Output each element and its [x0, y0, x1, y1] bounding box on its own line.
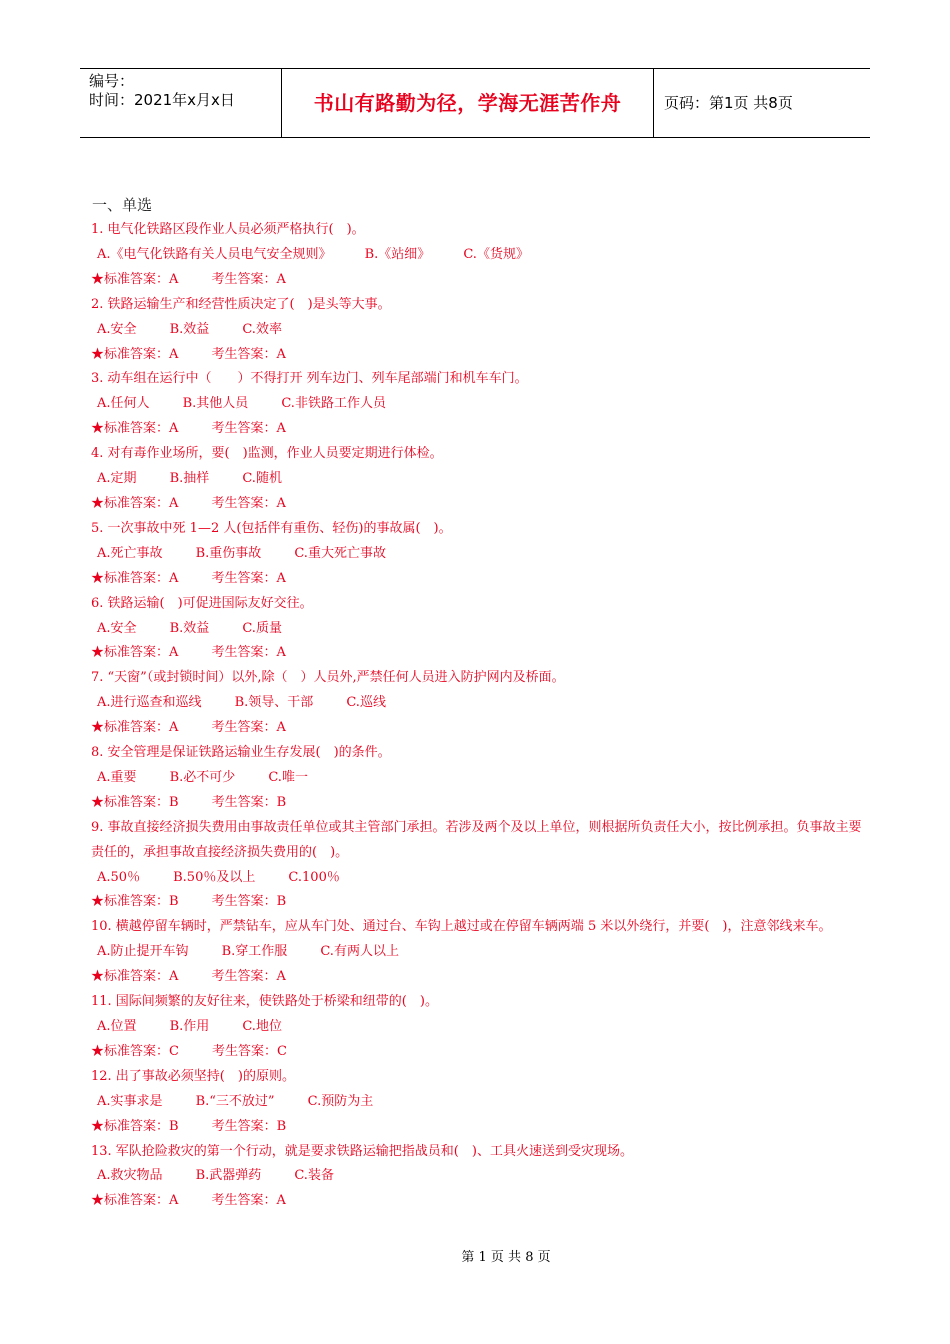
star-icon: ★ [91, 570, 105, 586]
header-motto: 书山有路勤为径，学海无涯苦作舟 [282, 69, 654, 137]
page-footer: 第 1 页 共 8 页 [461, 1250, 551, 1265]
answer-line [91, 965, 871, 990]
header-meta [80, 69, 282, 137]
star-icon: ★ [91, 421, 105, 437]
question-text: 9. 事故直接经济损失费用由事故责任单位或其主管部门承担。若涉及两个及以上单位，则根据所负责任大小，按比例承担。负事故主要责任的，承担事故直接经济损失费用的( )。 [91, 819, 862, 860]
answer-text: 标准答案：A 考生答案：A [104, 570, 286, 586]
question-item [91, 367, 871, 442]
answer-line [91, 1115, 871, 1140]
star-icon: ★ [91, 346, 105, 362]
question-options: A.救灾物品 B.武器弹药 C.装备 [97, 1168, 334, 1184]
star-icon: ★ [91, 1118, 105, 1134]
answer-line [91, 1189, 871, 1214]
question-options: A.任何人 B.其他人员 C.非铁路工作人员 [97, 396, 386, 412]
answer-line [91, 890, 871, 915]
answer-line [91, 791, 871, 816]
answer-text: 标准答案：B 考生答案：B [104, 894, 287, 910]
question-item [91, 666, 871, 741]
star-icon: ★ [91, 1193, 105, 1209]
star-icon: ★ [91, 271, 105, 287]
answer-line [91, 567, 871, 592]
answer-line [91, 1040, 871, 1065]
star-icon: ★ [91, 495, 105, 511]
question-options: A.50％ B.50％及以上 C.100％ [97, 869, 340, 885]
document-body [91, 193, 871, 1214]
question-text: 13. 军队抢险救灾的第一个行动，就是要求铁路运输把指战员和( )、工具火速送到受灾现场。 [91, 1143, 633, 1159]
number-label: 编号： [89, 72, 135, 90]
question-text: 3. 动车组在运行中（ ）不得打开 列车边门、列车尾部端门和机车车门。 [91, 371, 528, 387]
question-text: 1. 电气化铁路区段作业人员必须严格执行( )。 [91, 222, 365, 237]
question-item [91, 1065, 871, 1140]
question-text: 6. 铁路运输( )可促进国际友好交往。 [91, 595, 313, 611]
star-icon: ★ [91, 1043, 105, 1059]
question-options: A.位置 B.作用 C.地位 [97, 1019, 282, 1034]
answer-text: 标准答案：A 考生答案：A [104, 1193, 286, 1209]
answer-text: 标准答案：A 考生答案：A [104, 271, 286, 287]
page-header [80, 68, 870, 138]
question-item [91, 990, 871, 1065]
question-item [91, 1140, 871, 1215]
section-title: 一、单选 [92, 196, 153, 214]
answer-line [91, 343, 871, 368]
question-item [91, 218, 871, 293]
question-options: A.死亡事故 B.重伤事故 C.重大死亡事故 [97, 545, 386, 561]
question-item [91, 741, 871, 816]
question-text: 7. “天窗”（或封锁时间）以外,除（ ）人员外,严禁任何人员进入防护网内及桥面。 [91, 670, 565, 686]
question-options: A.进行巡查和巡线 B.领导、干部 C.巡线 [97, 695, 386, 711]
star-icon: ★ [91, 794, 105, 810]
question-item [91, 517, 871, 592]
question-item [91, 293, 871, 368]
question-text: 4. 对有毒作业场所，要( )监测，作业人员要定期进行体检。 [91, 446, 443, 462]
question-options: A.重要 B.必不可少 C.唯一 [97, 769, 308, 785]
question-item [91, 592, 871, 667]
answer-text: 标准答案：A 考生答案：A [104, 495, 286, 511]
question-options: A.《电气化铁路有关人员电气安全规则》 B.《站细》 C.《货规》 [97, 246, 529, 262]
question-text: 12. 出了事故必须坚持( )的原则。 [91, 1068, 295, 1084]
answer-line [91, 268, 871, 293]
question-text: 10. 横越停留车辆时，严禁钻车，应从车门处、通过台、车钩上越过或在停留车辆两端 5 米以外绕行，并要( )，注意邻线来车。 [91, 919, 832, 935]
question-options: A.安全 B.效益 C.效率 [97, 321, 282, 337]
star-icon: ★ [91, 645, 105, 661]
question-text: 11. 国际间频繁的友好往来，使铁路处于桥梁和纽带的( )。 [91, 994, 438, 1010]
question-options: A.防止提开车钩 B.穿工作服 C.有两人以上 [97, 944, 399, 960]
question-list [91, 218, 871, 1214]
header-page-info: 页码：第1页 共8页 [664, 94, 793, 112]
answer-text: 标准答案：A 考生答案：A [104, 645, 286, 661]
question-options: A.定期 B.抽样 C.随机 [97, 471, 282, 487]
question-text: 8. 安全管理是保证铁路运输业生存发展( )的条件。 [91, 745, 391, 761]
answer-line [91, 716, 871, 741]
answer-line [91, 492, 871, 517]
answer-text: 标准答案：B 考生答案：B [104, 1118, 287, 1134]
star-icon: ★ [91, 720, 105, 736]
answer-text: 标准答案：A 考生答案：A [104, 720, 286, 736]
star-icon: ★ [91, 969, 105, 985]
question-options: A.安全 B.效益 C.质量 [97, 620, 282, 636]
star-icon: ★ [91, 894, 105, 910]
question-text: 5. 一次事故中死 1—2 人(包括伴有重伤、轻伤)的事故属( )。 [91, 520, 452, 536]
question-options: A.实事求是 B.“三不放过” C.预防为主 [97, 1093, 374, 1109]
answer-text: 标准答案：B 考生答案：B [104, 794, 287, 810]
question-item [91, 442, 871, 517]
answer-line [91, 641, 871, 666]
answer-text: 标准答案：C 考生答案：C [104, 1043, 287, 1059]
answer-line [91, 417, 871, 442]
date-line: 时间：2021年x月x日 [89, 91, 235, 109]
question-text: 2. 铁路运输生产和经营性质决定了( )是头等大事。 [91, 296, 391, 312]
answer-text: 标准答案：A 考生答案：A [104, 346, 286, 362]
answer-text: 标准答案：A 考生答案：A [104, 421, 286, 437]
answer-text: 标准答案：A 考生答案：A [104, 969, 286, 985]
question-item [91, 915, 871, 990]
question-item [91, 816, 871, 916]
